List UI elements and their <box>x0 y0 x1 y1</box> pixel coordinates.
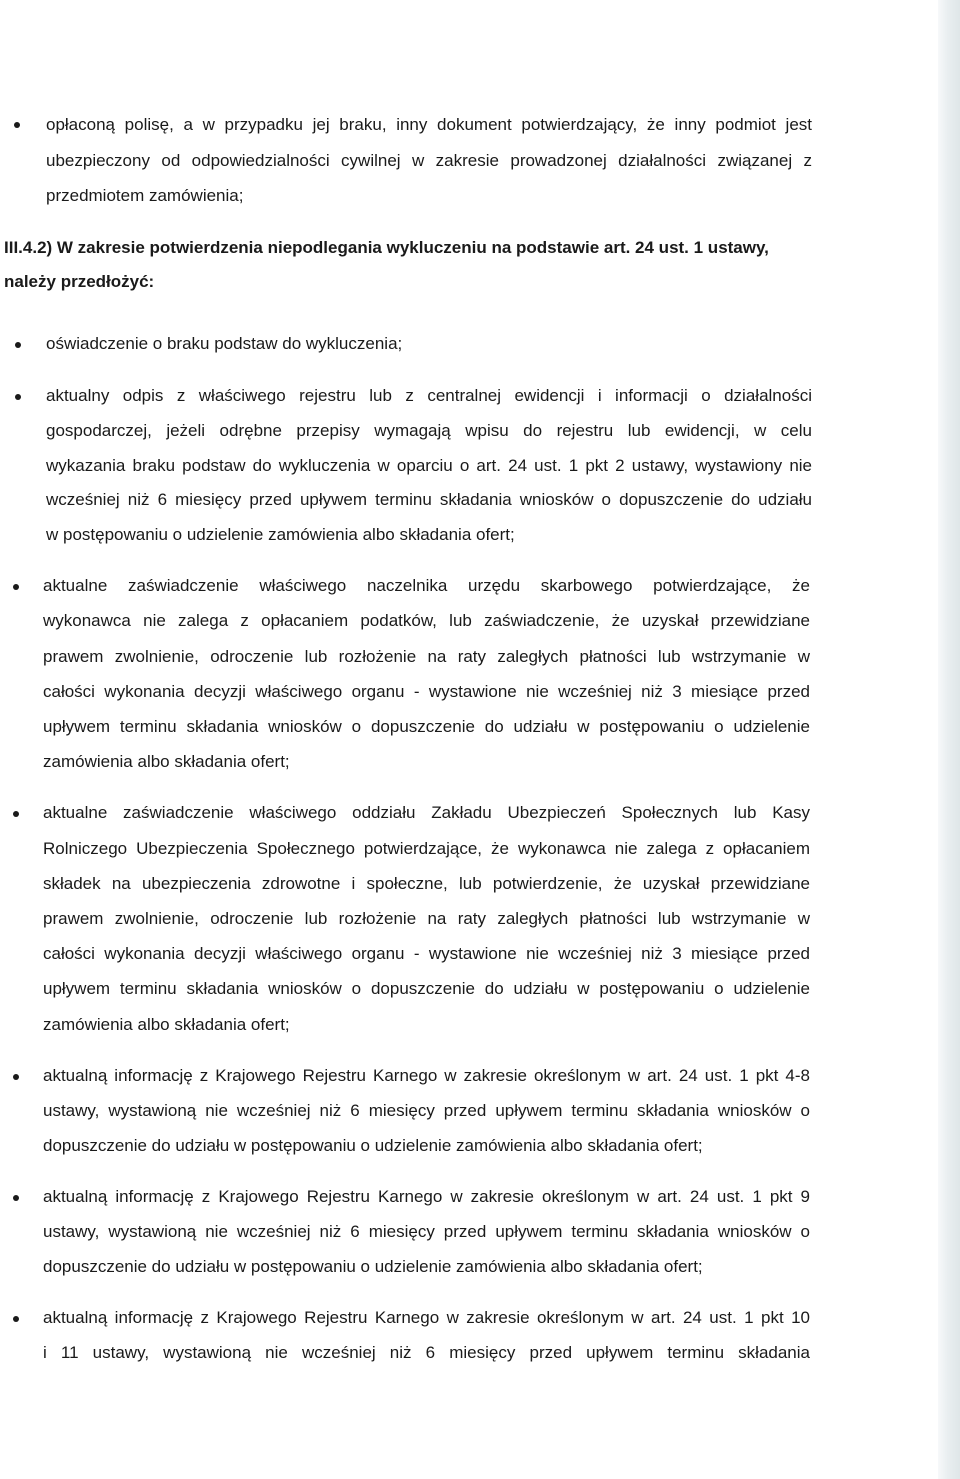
bullet <box>14 122 20 128</box>
list-item-line: ustawy, wystawioną nie wcześniej niż 6 miesięcy przed upływem terminu składania wniosków o <box>43 1222 810 1241</box>
bullet <box>13 1195 19 1201</box>
bullet <box>13 1316 19 1322</box>
list-item-line: składek na ubezpieczenia zdrowotne i społeczne, lub potwierdzenie, że uzyskał przewidziane <box>43 874 810 893</box>
list-item-line: oświadczenie o braku podstaw do wykluczenia; <box>46 334 403 353</box>
list-item-line: upływem terminu składania wniosków o dopuszczenie do udziału w postępowaniu o udzielenie <box>43 979 810 998</box>
list-item-line: Rolniczego Ubezpieczenia Społecznego potwierdzające, że wykonawca nie zalega z opłacaniem <box>43 839 810 858</box>
list-item-line: zamówienia albo składania ofert; <box>43 752 290 771</box>
list-item-line: dopuszczenie do udziału w postępowaniu o udzielenie zamówienia albo składania ofert; <box>43 1257 703 1276</box>
list-item-line: wcześniej niż 6 miesięcy przed upływem terminu składania wniosków o dopuszczenie do udziału <box>46 490 812 509</box>
list-item-line: w postępowaniu o udzielenie zamówienia albo składania ofert; <box>46 525 515 544</box>
list-item-line: gospodarczej, jeżeli odrębne przepisy wymagają wpisu do rejestru lub ewidencji, w celu <box>46 421 812 440</box>
list-item-line: całości wykonania decyzji właściwego organu - wystawione nie wcześniej niż 3 miesiące przed <box>43 682 810 701</box>
bullet <box>13 584 19 590</box>
list-item-line: aktualny odpis z właściwego rejestru lub z centralnej ewidencji i informacji o działalności <box>46 386 812 405</box>
list-item-line: wykazania braku podstaw do wykluczenia w oparciu o art. 24 ust. 1 pkt 2 ustawy, wystawiony nie <box>46 456 812 475</box>
list-item-line: aktualne zaświadczenie właściwego naczelnika urzędu skarbowego potwierdzające, że <box>43 576 810 595</box>
list-item-line: ustawy, wystawioną nie wcześniej niż 6 miesięcy przed upływem terminu składania wniosków o <box>43 1101 810 1120</box>
list-item-line: dopuszczenie do udziału w postępowaniu o udzielenie zamówienia albo składania ofert; <box>43 1136 703 1155</box>
bullet <box>15 394 21 400</box>
list-item-line: aktualną informację z Krajowego Rejestru Karnego w zakresie określonym w art. 24 ust. 1 pkt 10 <box>43 1308 810 1327</box>
list-item-line: prawem zwolnienie, odroczenie lub rozłożenie na raty zaległych płatności lub wstrzymanie w <box>43 647 810 666</box>
list-item-line: całości wykonania decyzji właściwego organu - wystawione nie wcześniej niż 3 miesiące przed <box>43 944 810 963</box>
list-item-line: wykonawca nie zalega z opłacaniem podatków, lub zaświadczenie, że uzyskał przewidziane <box>43 611 810 630</box>
bullet <box>13 811 19 817</box>
bullet <box>15 342 21 348</box>
list-item-line: przedmiotem zamówienia; <box>46 186 244 205</box>
list-item-line: ubezpieczony od odpowiedzialności cywilnej w zakresie prowadzonej działalności związanej z <box>46 151 812 170</box>
list-item-line: prawem zwolnienie, odroczenie lub rozłożenie na raty zaległych płatności lub wstrzymanie w <box>43 909 810 928</box>
list-item-line: aktualną informację z Krajowego Rejestru Karnego w zakresie określonym w art. 24 ust. 1 pkt 9 <box>43 1187 810 1206</box>
list-item-line: upływem terminu składania wniosków o dopuszczenie do udziału w postępowaniu o udzielenie <box>43 717 810 736</box>
section-heading: III.4.2) W zakresie potwierdzenia niepodlegania wykluczeniu na podstawie art. 24 ust. 1 ustawy, <box>4 238 769 257</box>
bullet <box>13 1074 19 1080</box>
list-item-line: zamówienia albo składania ofert; <box>43 1015 290 1034</box>
list-item-line: aktualne zaświadczenie właściwego oddziału Zakładu Ubezpieczeń Społecznych lub Kasy <box>43 803 810 822</box>
list-item-line: i 11 ustawy, wystawioną nie wcześniej niż 6 miesięcy przed upływem terminu składania <box>43 1343 810 1362</box>
list-item-line: opłaconą polisę, a w przypadku jej braku, inny dokument potwierdzający, że inny podmiot jest <box>46 115 812 134</box>
list-item-line: aktualną informację z Krajowego Rejestru Karnego w zakresie określonym w art. 24 ust. 1 pkt 4-8 <box>43 1066 810 1085</box>
scan-edge <box>938 0 960 1479</box>
section-heading-continued: należy przedłożyć: <box>4 272 155 291</box>
